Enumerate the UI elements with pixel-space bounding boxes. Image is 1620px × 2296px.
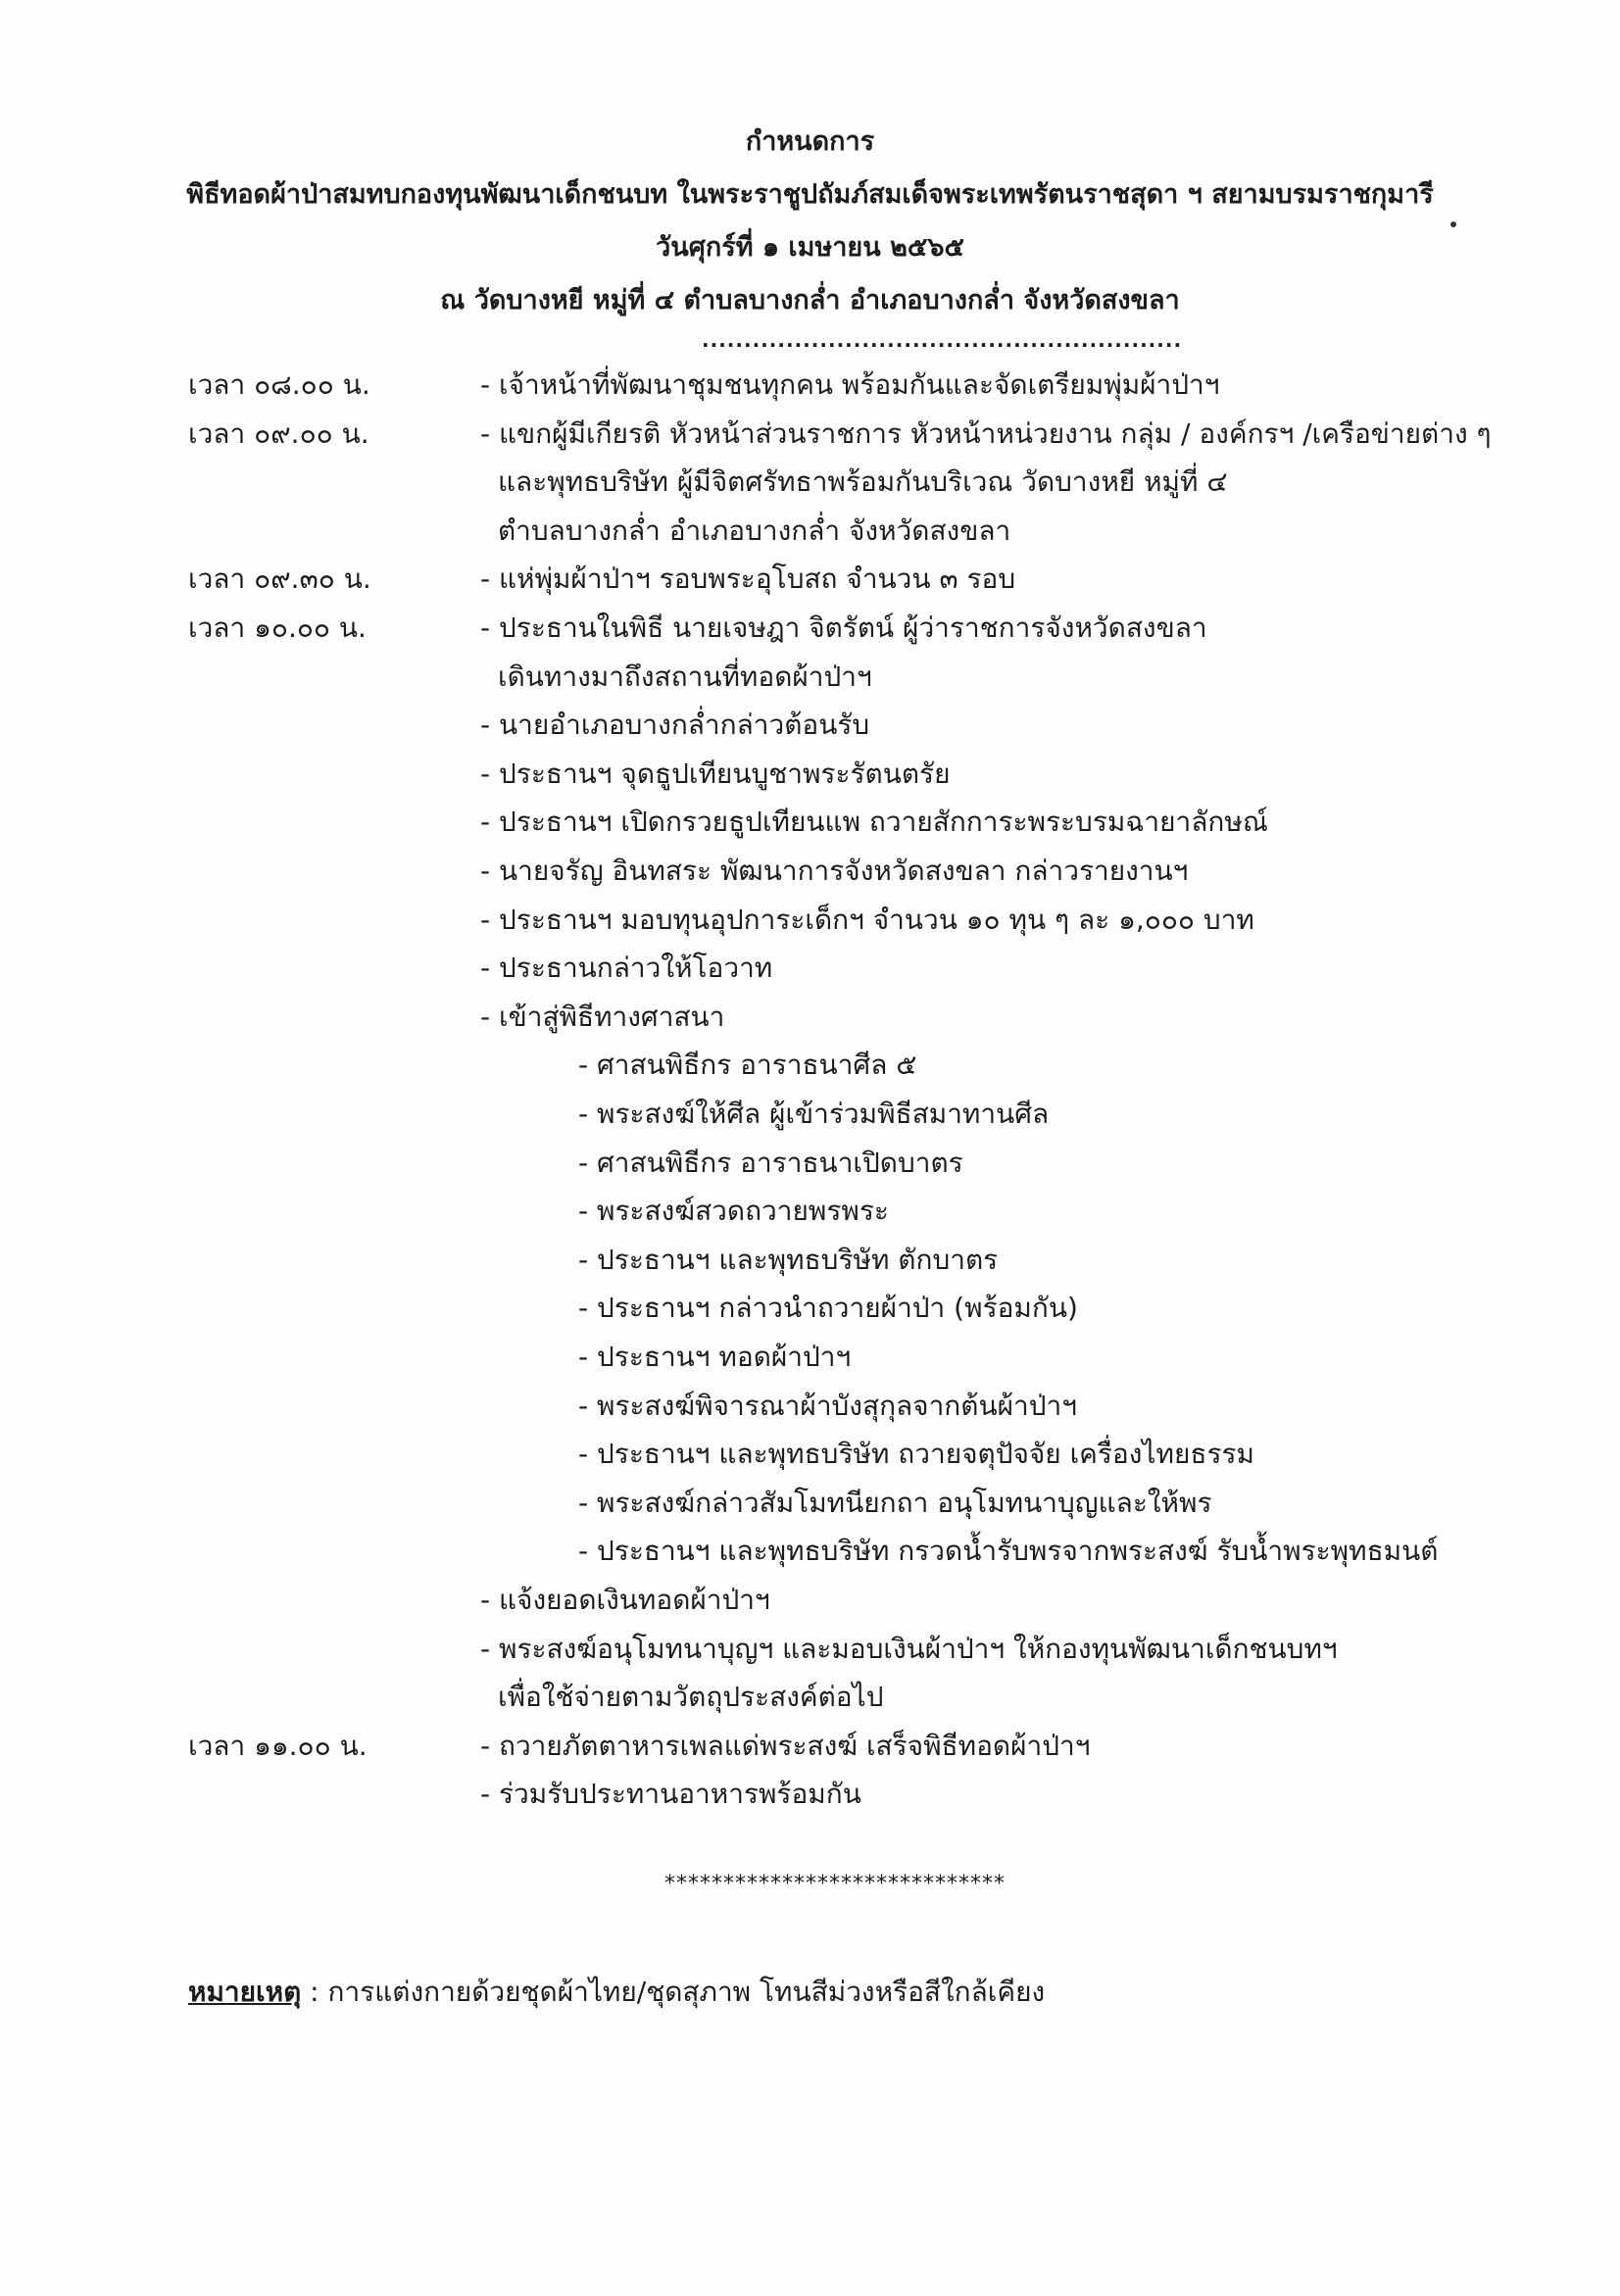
schedule-row bbox=[0, 1090, 1620, 1139]
schedule-row bbox=[0, 944, 1620, 993]
scan-speck bbox=[1450, 221, 1456, 227]
schedule-item: - พระสงฆ์พิจารณาผ้าบังสุกุลจากต้นผ้าป่าฯ bbox=[578, 1390, 1077, 1422]
schedule-row bbox=[0, 993, 1620, 1042]
schedule-item: ตำบลบางกล่ำ อำเภอบางกล่ำ จังหวัดสงขลา bbox=[498, 514, 1011, 547]
schedule-item: - ประธานฯ มอบทุนอุปการะเด็กฯ จำนวน ๑๐ ทุน ๆ ละ ๑,๐๐๐ บาท bbox=[480, 904, 1254, 936]
schedule-row bbox=[0, 896, 1620, 945]
ceremony-location: ณ วัดบางหยี หมู่ที่ ๔ ตำบลบางกล่ำ อำเภอบางกล่ำ จังหวัดสงขลา bbox=[440, 285, 1180, 316]
schedule-row bbox=[0, 701, 1620, 750]
schedule-item: - แขกผู้มีเกียรติ หัวหน้าส่วนราชการ หัวหน้าหน่วยงาน กลุ่ม / องค์กรฯ /เครือข่ายต่าง ๆ bbox=[480, 417, 1492, 450]
schedule-row bbox=[0, 1673, 1620, 1722]
schedule-item: - พระสงฆ์สวดถวายพรพระ bbox=[578, 1195, 889, 1227]
note-label: หมายเหตุ bbox=[188, 1976, 302, 2008]
note bbox=[188, 1968, 1045, 2017]
schedule-item: - ศาสนพิธีกร อาราธนาศีล ๕ bbox=[578, 1049, 917, 1081]
separator: ***************************** bbox=[664, 1872, 1006, 1896]
document-title: กำหนดการ bbox=[745, 126, 875, 157]
schedule-row bbox=[0, 1527, 1620, 1576]
schedule-time: เวลา ๑๐.๐๐ น. bbox=[188, 611, 367, 644]
schedule-item: - นายอำเภอบางกล่ำกล่าวต้อนรับ bbox=[480, 708, 870, 741]
schedule-item: - ร่วมรับประทานอาหารพร้อมกัน bbox=[480, 1778, 861, 1810]
schedule-item: - แจ้งยอดเงินทอดผ้าป่าฯ bbox=[480, 1584, 770, 1616]
schedule-row bbox=[0, 1236, 1620, 1285]
schedule-item: - เข้าสู่พิธีทางศาสนา bbox=[480, 1001, 725, 1033]
schedule-row bbox=[0, 555, 1620, 604]
schedule-row bbox=[0, 750, 1620, 799]
schedule-row bbox=[0, 410, 1620, 459]
schedule-row bbox=[0, 1479, 1620, 1528]
schedule-time: เวลา ๑๑.๐๐ น. bbox=[188, 1730, 368, 1762]
schedule-row bbox=[0, 1382, 1620, 1431]
schedule-item: - ประธานฯ ทอดผ้าป่าฯ bbox=[578, 1341, 852, 1373]
schedule-item: - ประธานฯ และพุทธบริษัท ถวายจตุปัจจัย เครื่องไทยธรรม bbox=[578, 1438, 1254, 1470]
header-divider: ......................................................... bbox=[702, 328, 1183, 352]
schedule-row bbox=[0, 1770, 1620, 1819]
schedule-row bbox=[0, 798, 1620, 847]
schedule-row bbox=[0, 1576, 1620, 1625]
schedule-item: - ประธานฯ และพุทธบริษัท กรวดน้ำรับพรจากพระสงฆ์ รับน้ำพระพุทธมนต์ bbox=[578, 1535, 1439, 1567]
schedule-row bbox=[0, 361, 1620, 410]
schedule-time: เวลา ๐๙.๓๐ น. bbox=[188, 562, 371, 595]
schedule-row bbox=[0, 847, 1620, 896]
note-text: : การแต่งกายด้วยชุดผ้าไทย/ชุดสุภาพ โทนสีม่วงหรือสีใกล้เคียง bbox=[301, 1976, 1046, 2008]
schedule-item: - ประธานในพิธี นายเจษฎา จิตรัตน์ ผู้ว่าราชการจังหวัดสงขลา bbox=[480, 611, 1207, 644]
schedule-item: - ประธานกล่าวให้โอวาท bbox=[480, 952, 773, 984]
schedule-item: และพุทธบริษัท ผู้มีจิตศรัทธาพร้อมกันบริเวณ วัดบางหยี หมู่ที่ ๔ bbox=[498, 465, 1228, 498]
schedule-time: เวลา ๐๙.๐๐ น. bbox=[188, 417, 369, 450]
ceremony-name: พิธีทอดผ้าป่าสมทบกองทุนพัฒนาเด็กชนบท ในพระราชูปถัมภ์สมเด็จพระเทพรัตนราชสุดา ฯ สยามบรมราชกุมารี bbox=[186, 179, 1434, 210]
schedule-row bbox=[0, 1139, 1620, 1188]
schedule-row bbox=[0, 1333, 1620, 1382]
schedule-row bbox=[0, 1041, 1620, 1090]
schedule-row bbox=[0, 1284, 1620, 1333]
schedule-item: - ถวายภัตตาหารเพลแด่พระสงฆ์ เสร็จพิธีทอดผ้าป่าฯ bbox=[480, 1730, 1091, 1762]
schedule-item: - นายจรัญ อินทสระ พัฒนาการจังหวัดสงขลา กล่าวรายงานฯ bbox=[480, 855, 1189, 887]
schedule-item: - ศาสนพิธีกร อาราธนาเปิดบาตร bbox=[578, 1147, 963, 1179]
schedule-item: - ประธานฯ เปิดกรวยธูปเทียนแพ ถวายสักการะพระบรมฉายาลักษณ์ bbox=[480, 806, 1268, 838]
ceremony-date: วันศุกร์ที่ ๑ เมษายน ๒๕๖๕ bbox=[656, 232, 964, 263]
schedule-item: - พระสงฆ์ให้ศีล ผู้เข้าร่วมพิธีสมาทานศีล bbox=[578, 1098, 1050, 1130]
schedule-row bbox=[0, 1430, 1620, 1479]
schedule-item: เพื่อใช้จ่ายตามวัตถุประสงค์ต่อไป bbox=[498, 1681, 884, 1713]
schedule-item: - ประธานฯ กล่าวนำถวายผ้าป่า (พร้อมกัน) bbox=[578, 1292, 1078, 1324]
schedule-time: เวลา ๐๘.๐๐ น. bbox=[188, 368, 370, 401]
schedule-item: - แห่พุ่มผ้าป่าฯ รอบพระอุโบสถ จำนวน ๓ รอบ bbox=[480, 562, 1016, 595]
schedule-row bbox=[0, 604, 1620, 653]
schedule-item: - ประธานฯ และพุทธบริษัท ตักบาตร bbox=[578, 1244, 999, 1276]
schedule-item: เดินทางมาถึงสถานที่ทอดผ้าป่าฯ bbox=[498, 660, 872, 693]
schedule-item: - เจ้าหน้าที่พัฒนาชุมชนทุกคน พร้อมกันและจัดเตรียมพุ่มผ้าป่าฯ bbox=[480, 368, 1220, 401]
schedule-item: - ประธานฯ จุดธูปเทียนบูชาพระรัตนตรัย bbox=[480, 757, 951, 790]
schedule-row bbox=[0, 507, 1620, 556]
schedule-item: - พระสงฆ์อนุโมทนาบุญฯ และมอบเงินผ้าป่าฯ ให้กองทุนพัฒนาเด็กชนบทฯ bbox=[480, 1633, 1338, 1665]
schedule-row bbox=[0, 1187, 1620, 1236]
schedule-row bbox=[0, 1625, 1620, 1674]
schedule-row bbox=[0, 1722, 1620, 1771]
schedule-item: - พระสงฆ์กล่าวสัมโมทนียกถา อนุโมทนาบุญและให้พร bbox=[578, 1487, 1212, 1519]
schedule-row bbox=[0, 458, 1620, 507]
schedule-row bbox=[0, 653, 1620, 702]
document-header bbox=[0, 116, 1620, 327]
